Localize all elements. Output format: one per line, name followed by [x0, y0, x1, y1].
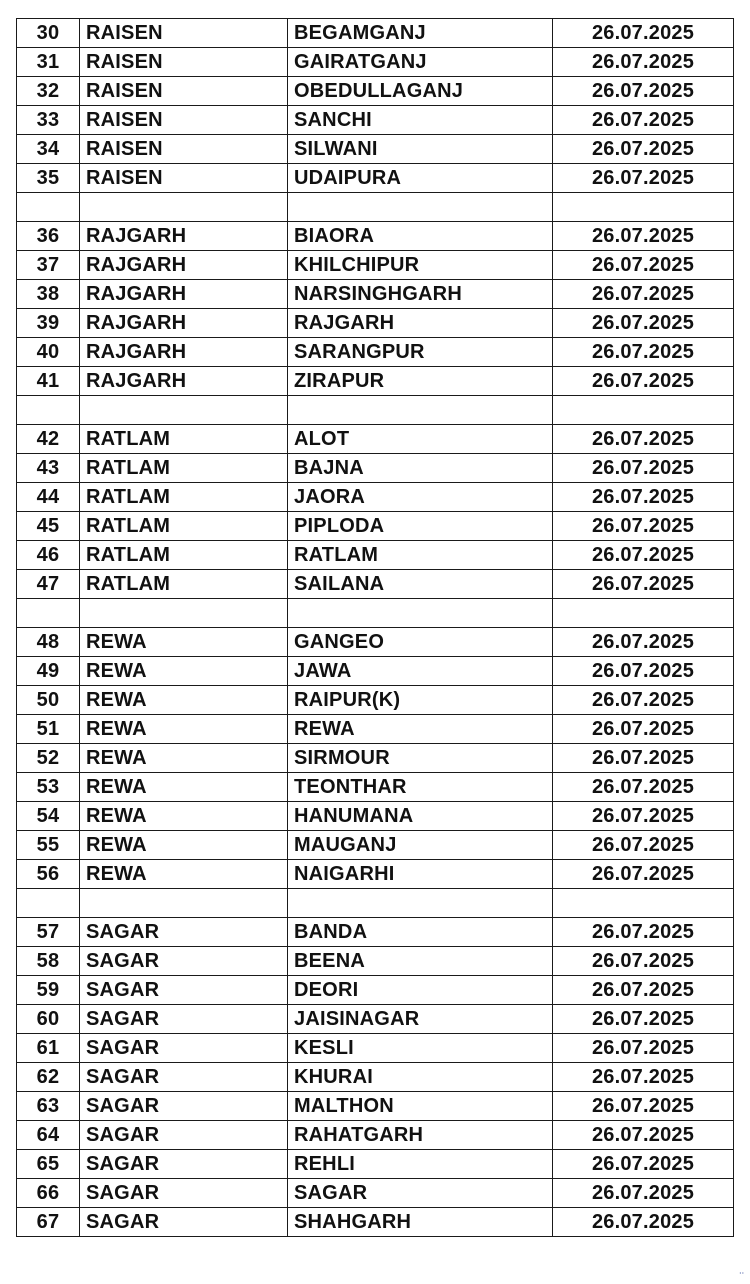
district-cell: REWA	[80, 773, 288, 802]
table-spacer-row	[17, 599, 734, 628]
empty-cell	[80, 193, 288, 222]
district-cell: RAISEN	[80, 48, 288, 77]
table-row	[17, 947, 734, 976]
block-cell: MALTHON	[288, 1092, 553, 1121]
block-cell: SILWANI	[288, 135, 553, 164]
district-cell: REWA	[80, 715, 288, 744]
date-cell: 26.07.2025	[553, 135, 734, 164]
block-cell: BEGAMGANJ	[288, 19, 553, 48]
empty-cell	[17, 889, 80, 918]
serial-number-cell: 56	[17, 860, 80, 889]
district-cell: RATLAM	[80, 425, 288, 454]
district-cell: SAGAR	[80, 976, 288, 1005]
date-cell: 26.07.2025	[553, 1150, 734, 1179]
table-row	[17, 860, 734, 889]
serial-number-cell: 58	[17, 947, 80, 976]
block-cell: BEENA	[288, 947, 553, 976]
date-cell: 26.07.2025	[553, 1063, 734, 1092]
district-cell: RAJGARH	[80, 280, 288, 309]
block-cell: SARANGPUR	[288, 338, 553, 367]
block-cell: KESLI	[288, 1034, 553, 1063]
district-cell: REWA	[80, 802, 288, 831]
document-page	[16, 18, 734, 1237]
serial-number-cell: 66	[17, 1179, 80, 1208]
district-cell: REWA	[80, 686, 288, 715]
corner-mark: ᐧᐧ	[738, 1269, 744, 1280]
serial-number-cell: 48	[17, 628, 80, 657]
empty-cell	[80, 396, 288, 425]
table-row	[17, 512, 734, 541]
serial-number-cell: 52	[17, 744, 80, 773]
date-cell: 26.07.2025	[553, 541, 734, 570]
date-cell: 26.07.2025	[553, 222, 734, 251]
table-body	[17, 19, 734, 1237]
district-cell: SAGAR	[80, 1034, 288, 1063]
serial-number-cell: 33	[17, 106, 80, 135]
date-cell: 26.07.2025	[553, 454, 734, 483]
block-cell: OBEDULLAGANJ	[288, 77, 553, 106]
table-row	[17, 686, 734, 715]
block-schedule-table	[16, 18, 734, 1237]
block-cell: JAISINAGAR	[288, 1005, 553, 1034]
block-cell: REWA	[288, 715, 553, 744]
table-spacer-row	[17, 396, 734, 425]
date-cell: 26.07.2025	[553, 164, 734, 193]
date-cell: 26.07.2025	[553, 338, 734, 367]
date-cell: 26.07.2025	[553, 48, 734, 77]
serial-number-cell: 36	[17, 222, 80, 251]
district-cell: RATLAM	[80, 512, 288, 541]
date-cell: 26.07.2025	[553, 657, 734, 686]
empty-cell	[288, 193, 553, 222]
table-row	[17, 338, 734, 367]
block-cell: BAJNA	[288, 454, 553, 483]
district-cell: RAJGARH	[80, 367, 288, 396]
table-row	[17, 715, 734, 744]
block-cell: SIRMOUR	[288, 744, 553, 773]
district-cell: REWA	[80, 744, 288, 773]
serial-number-cell: 54	[17, 802, 80, 831]
date-cell: 26.07.2025	[553, 77, 734, 106]
date-cell: 26.07.2025	[553, 947, 734, 976]
table-row	[17, 773, 734, 802]
block-cell: KHILCHIPUR	[288, 251, 553, 280]
date-cell: 26.07.2025	[553, 309, 734, 338]
serial-number-cell: 49	[17, 657, 80, 686]
block-cell: ZIRAPUR	[288, 367, 553, 396]
table-row	[17, 570, 734, 599]
block-cell: RATLAM	[288, 541, 553, 570]
serial-number-cell: 41	[17, 367, 80, 396]
block-cell: PIPLODA	[288, 512, 553, 541]
block-cell: SAILANA	[288, 570, 553, 599]
serial-number-cell: 61	[17, 1034, 80, 1063]
block-cell: JAWA	[288, 657, 553, 686]
empty-cell	[17, 193, 80, 222]
table-row	[17, 1034, 734, 1063]
block-cell: TEONTHAR	[288, 773, 553, 802]
serial-number-cell: 67	[17, 1208, 80, 1237]
district-cell: SAGAR	[80, 1208, 288, 1237]
date-cell: 26.07.2025	[553, 860, 734, 889]
district-cell: RAJGARH	[80, 222, 288, 251]
table-row	[17, 425, 734, 454]
serial-number-cell: 55	[17, 831, 80, 860]
date-cell: 26.07.2025	[553, 512, 734, 541]
table-row	[17, 48, 734, 77]
serial-number-cell: 31	[17, 48, 80, 77]
serial-number-cell: 39	[17, 309, 80, 338]
table-row	[17, 657, 734, 686]
date-cell: 26.07.2025	[553, 280, 734, 309]
block-cell: BANDA	[288, 918, 553, 947]
table-row	[17, 454, 734, 483]
table-row	[17, 19, 734, 48]
serial-number-cell: 38	[17, 280, 80, 309]
table-row	[17, 628, 734, 657]
block-cell: RAHATGARH	[288, 1121, 553, 1150]
table-row	[17, 744, 734, 773]
serial-number-cell: 43	[17, 454, 80, 483]
block-cell: SHAHGARH	[288, 1208, 553, 1237]
date-cell: 26.07.2025	[553, 367, 734, 396]
date-cell: 26.07.2025	[553, 1034, 734, 1063]
table-row	[17, 1092, 734, 1121]
date-cell: 26.07.2025	[553, 918, 734, 947]
date-cell: 26.07.2025	[553, 106, 734, 135]
table-row	[17, 918, 734, 947]
serial-number-cell: 40	[17, 338, 80, 367]
block-cell: RAJGARH	[288, 309, 553, 338]
district-cell: RATLAM	[80, 454, 288, 483]
serial-number-cell: 35	[17, 164, 80, 193]
district-cell: RAISEN	[80, 135, 288, 164]
serial-number-cell: 65	[17, 1150, 80, 1179]
table-row	[17, 1179, 734, 1208]
table-spacer-row	[17, 889, 734, 918]
district-cell: REWA	[80, 628, 288, 657]
date-cell: 26.07.2025	[553, 570, 734, 599]
block-cell: GANGEO	[288, 628, 553, 657]
table-row	[17, 309, 734, 338]
block-cell: DEORI	[288, 976, 553, 1005]
district-cell: RAISEN	[80, 106, 288, 135]
table-row	[17, 251, 734, 280]
table-row	[17, 367, 734, 396]
empty-cell	[80, 889, 288, 918]
date-cell: 26.07.2025	[553, 715, 734, 744]
table-row	[17, 164, 734, 193]
date-cell: 26.07.2025	[553, 251, 734, 280]
district-cell: RAISEN	[80, 19, 288, 48]
district-cell: RAISEN	[80, 164, 288, 193]
table-row	[17, 280, 734, 309]
serial-number-cell: 46	[17, 541, 80, 570]
table-row	[17, 106, 734, 135]
table-row	[17, 135, 734, 164]
table-row	[17, 1121, 734, 1150]
district-cell: RAJGARH	[80, 251, 288, 280]
block-cell: ALOT	[288, 425, 553, 454]
block-cell: REHLI	[288, 1150, 553, 1179]
district-cell: REWA	[80, 657, 288, 686]
serial-number-cell: 44	[17, 483, 80, 512]
district-cell: RATLAM	[80, 541, 288, 570]
serial-number-cell: 45	[17, 512, 80, 541]
district-cell: RAJGARH	[80, 309, 288, 338]
district-cell: RATLAM	[80, 570, 288, 599]
serial-number-cell: 32	[17, 77, 80, 106]
district-cell: SAGAR	[80, 1092, 288, 1121]
district-cell: SAGAR	[80, 918, 288, 947]
empty-cell	[288, 396, 553, 425]
serial-number-cell: 63	[17, 1092, 80, 1121]
block-cell: JAORA	[288, 483, 553, 512]
serial-number-cell: 59	[17, 976, 80, 1005]
date-cell: 26.07.2025	[553, 744, 734, 773]
table-row	[17, 1150, 734, 1179]
serial-number-cell: 64	[17, 1121, 80, 1150]
block-cell: BIAORA	[288, 222, 553, 251]
date-cell: 26.07.2025	[553, 628, 734, 657]
serial-number-cell: 30	[17, 19, 80, 48]
block-cell: MAUGANJ	[288, 831, 553, 860]
empty-cell	[288, 889, 553, 918]
district-cell: RATLAM	[80, 483, 288, 512]
date-cell: 26.07.2025	[553, 483, 734, 512]
block-cell: NARSINGHGARH	[288, 280, 553, 309]
table-row	[17, 976, 734, 1005]
district-cell: SAGAR	[80, 1150, 288, 1179]
block-cell: SAGAR	[288, 1179, 553, 1208]
date-cell: 26.07.2025	[553, 1005, 734, 1034]
block-cell: HANUMANA	[288, 802, 553, 831]
date-cell: 26.07.2025	[553, 1092, 734, 1121]
block-cell: SANCHI	[288, 106, 553, 135]
table-row	[17, 831, 734, 860]
block-cell: RAIPUR(K)	[288, 686, 553, 715]
block-cell: KHURAI	[288, 1063, 553, 1092]
block-cell: UDAIPURA	[288, 164, 553, 193]
district-cell: SAGAR	[80, 1063, 288, 1092]
serial-number-cell: 51	[17, 715, 80, 744]
table-row	[17, 1063, 734, 1092]
serial-number-cell: 57	[17, 918, 80, 947]
date-cell: 26.07.2025	[553, 1208, 734, 1237]
district-cell: SAGAR	[80, 1121, 288, 1150]
table-row	[17, 77, 734, 106]
table-row	[17, 802, 734, 831]
serial-number-cell: 37	[17, 251, 80, 280]
serial-number-cell: 50	[17, 686, 80, 715]
serial-number-cell: 62	[17, 1063, 80, 1092]
table-row	[17, 483, 734, 512]
date-cell: 26.07.2025	[553, 773, 734, 802]
empty-cell	[17, 396, 80, 425]
empty-cell	[553, 889, 734, 918]
empty-cell	[288, 599, 553, 628]
district-cell: RAJGARH	[80, 338, 288, 367]
date-cell: 26.07.2025	[553, 425, 734, 454]
serial-number-cell: 53	[17, 773, 80, 802]
table-row	[17, 1208, 734, 1237]
serial-number-cell: 47	[17, 570, 80, 599]
district-cell: SAGAR	[80, 1005, 288, 1034]
date-cell: 26.07.2025	[553, 686, 734, 715]
date-cell: 26.07.2025	[553, 976, 734, 1005]
serial-number-cell: 60	[17, 1005, 80, 1034]
empty-cell	[553, 599, 734, 628]
table-spacer-row	[17, 193, 734, 222]
district-cell: SAGAR	[80, 1179, 288, 1208]
serial-number-cell: 34	[17, 135, 80, 164]
table-row	[17, 541, 734, 570]
district-cell: REWA	[80, 831, 288, 860]
block-cell: NAIGARHI	[288, 860, 553, 889]
serial-number-cell: 42	[17, 425, 80, 454]
empty-cell	[553, 193, 734, 222]
date-cell: 26.07.2025	[553, 1179, 734, 1208]
district-cell: RAISEN	[80, 77, 288, 106]
date-cell: 26.07.2025	[553, 1121, 734, 1150]
empty-cell	[80, 599, 288, 628]
date-cell: 26.07.2025	[553, 19, 734, 48]
table-row	[17, 222, 734, 251]
district-cell: REWA	[80, 860, 288, 889]
empty-cell	[553, 396, 734, 425]
date-cell: 26.07.2025	[553, 802, 734, 831]
table-row	[17, 1005, 734, 1034]
empty-cell	[17, 599, 80, 628]
date-cell: 26.07.2025	[553, 831, 734, 860]
district-cell: SAGAR	[80, 947, 288, 976]
block-cell: GAIRATGANJ	[288, 48, 553, 77]
